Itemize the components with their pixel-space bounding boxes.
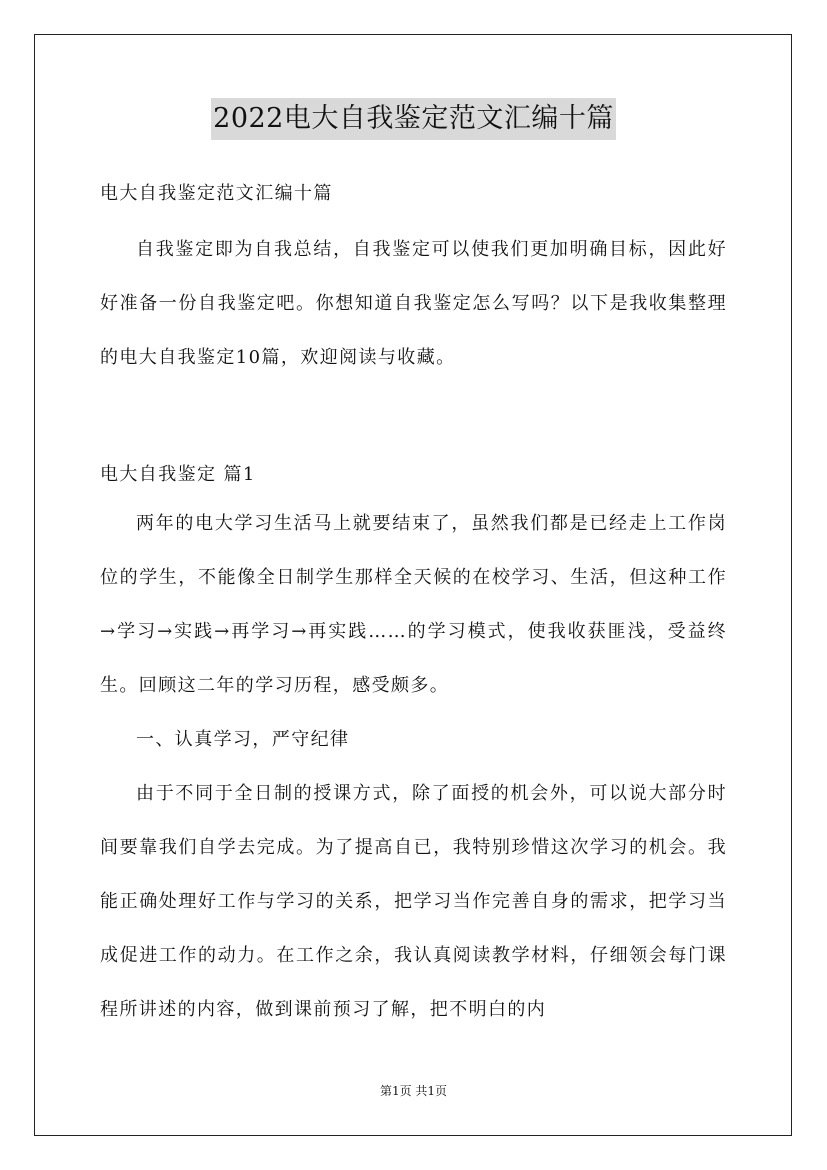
document-subtitle: 电大自我鉴定范文汇编十篇 [100,183,333,204]
document-title: 2022电大自我鉴定范文汇编十篇 [211,98,616,140]
body-paragraph: 两年的电大学习生活马上就要结束了，虽然我们都是已经走上工作岗位的学生，不能像全日制学生那样全天候的在校学习、生活，但这种工作→学习→实践→再学习→再实践……的学习模式，使我收获匪浅，受益终生。回顾这二年的学习历程，感受颇多。 [100,513,727,696]
intro-paragraph: 自我鉴定即为自我总结，自我鉴定可以使我们更加明确目标，因此好好准备一份自我鉴定吧。你想知道自我鉴定怎么写吗？以下是我收集整理的电大自我鉴定10篇，欢迎阅读与收藏。 [100,239,727,368]
section-title: 电大自我鉴定 篇1 [100,464,256,485]
body-paragraph: 由于不同于全日制的授课方式，除了面授的机会外，可以说大部分时间要靠我们自学去完成。为了提高自已，我特别珍惜这次学习的机会。我能正确处理好工作与学习的关系，把学习当作完善自身的需求，把学习当成促进工作的动力。在工作之余，我认真阅读教学材料，仔细领会每门课程所讲述的内容，做到课前预习了解，把不明白的内 [100,783,727,1020]
title-container [0,98,827,140]
document-body [100,172,727,1037]
page-footer: 第1页 共1页 [379,1084,448,1098]
section-heading: 一、认真学习，严守纪律 [136,729,350,750]
